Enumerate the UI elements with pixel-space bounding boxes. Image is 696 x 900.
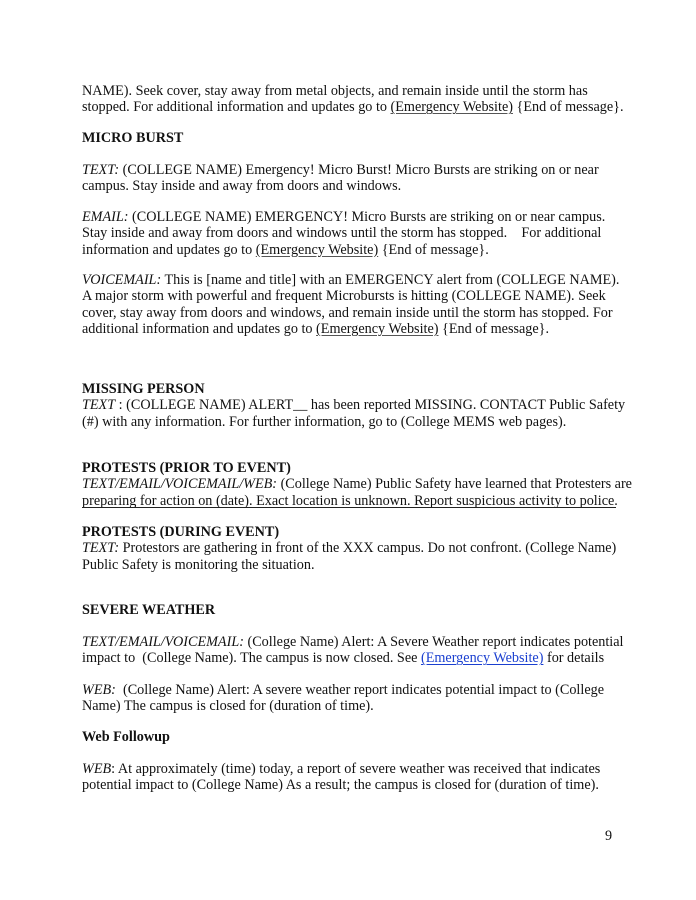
- text-line: Name) The campus is closed for (duration of time).: [82, 698, 374, 715]
- text-line: : (COLLEGE NAME) ALERT__ has been reported MISSING. CONTACT Public Safety: [115, 397, 626, 414]
- text-line: (College Name) Alert: A severe weather report indicates potential impact to (College: [115, 682, 605, 698]
- text-line: NAME). Seek cover, stay away from metal objects, and remain inside until the storm has: [82, 83, 588, 99]
- text-line: Protestors are gathering in front of the XXX campus. Do not confront. (College Name): [119, 540, 617, 557]
- severe-weather-web: [82, 682, 622, 715]
- channel-label: TEXT:: [82, 162, 120, 178]
- missing-person-section: [82, 381, 626, 430]
- text-line: (COLLEGE NAME) EMERGENCY! Micro Bursts are striking on or near campus.: [128, 209, 606, 225]
- text-line: This is [name and title] with an EMERGENCY alert from (COLLEGE NAME).: [161, 272, 620, 288]
- channel-label: TEXT/EMAIL/VOICEMAIL:: [82, 634, 244, 650]
- severe-weather-text-email-voicemail: [82, 634, 622, 667]
- micro-burst-email-message: [82, 209, 622, 258]
- continuation-paragraph: [82, 83, 622, 116]
- text-line: information and updates go to: [82, 241, 256, 258]
- channel-label: WEB: [82, 761, 112, 777]
- channel-label: WEB:: [82, 682, 116, 698]
- channel-label: EMAIL:: [82, 209, 129, 225]
- micro-burst-voicemail-message: [82, 272, 622, 337]
- text-line: {End of message}.: [378, 241, 489, 258]
- section-heading-micro-burst: MICRO BURST: [82, 130, 184, 146]
- channel-label: TEXT:: [82, 540, 120, 557]
- text-line: (#) with any information. For further information, go to (College MEMS web pages).: [82, 413, 567, 430]
- emergency-website-link[interactable]: (Emergency Website): [390, 99, 513, 116]
- section-heading-missing-person: MISSING PERSON: [82, 381, 205, 397]
- text-line: impact to (College Name). The campus is now closed. See: [82, 650, 421, 667]
- channel-label: TEXT/EMAIL/VOICEMAIL/WEB:: [82, 476, 278, 493]
- emergency-website-link[interactable]: (Emergency Website): [255, 241, 379, 258]
- text-line: : At approximately (time) today, a report of severe weather was received that indicates: [111, 761, 601, 777]
- text-line: {End of message}.: [512, 99, 624, 116]
- text-line: campus. Stay inside and away from doors and windows.: [82, 178, 402, 195]
- horizontal-rule: [82, 507, 616, 508]
- text-line: cover, stay away from doors and windows, and remain inside until the storm has stopped. For: [82, 304, 613, 321]
- text-line: {End of message}.: [438, 320, 550, 337]
- text-line: A major storm with powerful and frequent Microbursts is hitting (COLLEGE NAME). Seek: [82, 288, 606, 305]
- section-heading-severe-weather: SEVERE WEATHER: [82, 602, 216, 618]
- text-line: (College Name) Alert: A Severe Weather report indicates potential: [243, 634, 624, 650]
- page-number: 9: [605, 828, 613, 844]
- section-heading-protests-during: PROTESTS (DURING EVENT): [82, 524, 280, 540]
- text-line: potential impact to (College Name) As a result; the campus is closed for (duration of time).: [82, 777, 599, 794]
- text-line: for details: [543, 650, 605, 667]
- text-line: stopped. For additional information and updates go to: [82, 99, 391, 116]
- channel-label: TEXT: [82, 397, 116, 414]
- text-line: preparing for action on (date). Exact location is unknown. Report suspicious activity to police.: [82, 492, 618, 509]
- emergency-website-link[interactable]: (Emergency Website): [420, 650, 544, 667]
- protests-during-section: [82, 524, 622, 573]
- text-line: (College Name) Public Safety have learned that Protesters are: [277, 476, 632, 493]
- text-line: (COLLEGE NAME) Emergency! Micro Burst! Micro Bursts are striking on or near: [119, 162, 599, 178]
- channel-label: VOICEMAIL:: [82, 272, 162, 288]
- emergency-website-link[interactable]: (Emergency Website): [316, 320, 439, 337]
- text-line: Public Safety is monitoring the situation.: [82, 556, 315, 573]
- protests-prior-section: [82, 460, 632, 509]
- section-heading-protests-prior: PROTESTS (PRIOR TO EVENT): [82, 460, 291, 476]
- section-heading-web-followup: Web Followup: [82, 729, 170, 745]
- text-line: Stay inside and away from doors and windows until the storm has stopped. For additional: [82, 225, 602, 242]
- web-followup-message: [82, 761, 622, 794]
- text-line: additional information and updates go to: [82, 320, 317, 337]
- micro-burst-text-message: [82, 162, 622, 195]
